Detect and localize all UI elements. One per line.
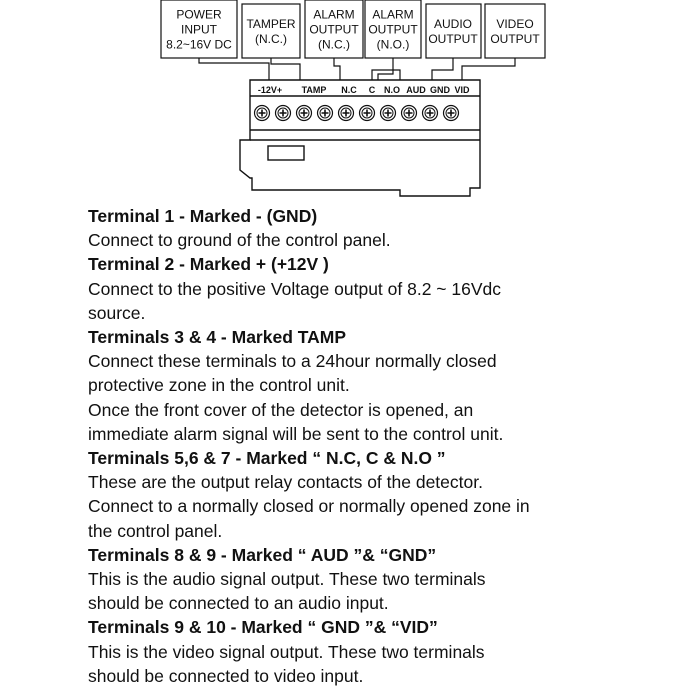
label-box-line: (N.O.) [376, 37, 410, 52]
screw-icon [444, 106, 459, 121]
body-text-line: Connect these terminals to a 24hour normally closed [88, 351, 497, 372]
terminal-labels [258, 85, 470, 95]
body-text-line: immediate alarm signal will be sent to the control unit. [88, 423, 504, 444]
label-box-line: OUTPUT [428, 32, 478, 46]
body-text-line: should be connected to video input. [88, 665, 364, 686]
screw-icon [402, 106, 417, 121]
body-text-line: the control panel. [88, 520, 223, 541]
label-box-line: OUTPUT [490, 32, 540, 46]
screw-icon [297, 106, 312, 121]
label-box-line: TAMPER [246, 17, 296, 31]
section-heading: Terminals 5,6 & 7 - Marked “ N.C, C & N.O ” [88, 448, 446, 469]
label-box-line: VIDEO [496, 17, 534, 31]
section-heading: Terminal 2 - Marked + (+12V ) [88, 254, 329, 275]
body-text-line: Once the front cover of the detector is opened, an [88, 399, 474, 420]
section-heading: Terminals 8 & 9 - Marked “ AUD ”& “GND” [88, 544, 437, 565]
wiring-diagram [0, 0, 700, 200]
terminal-block-slot [268, 146, 304, 160]
section-heading: Terminals 9 & 10 - Marked “ GND ”& “VID” [88, 617, 438, 638]
terminal-label: C [368, 85, 376, 95]
terminal-label: N.C [341, 85, 357, 95]
terminal-block-outline [240, 80, 480, 196]
screw-icon [339, 106, 354, 121]
label-box-line: ALARM [372, 7, 414, 22]
terminal-screws [255, 106, 459, 121]
body-text-line: protective zone in the control unit. [88, 375, 350, 396]
terminal-label: N.O [383, 85, 401, 95]
screw-icon [276, 106, 291, 121]
label-box-line: (N.C.) [318, 37, 350, 52]
label-box-text [166, 8, 540, 52]
audio-output-box [426, 4, 481, 58]
label-box-line: POWER [176, 7, 222, 22]
body-text-line: Connect to ground of the control panel. [88, 230, 391, 251]
tamper-box [242, 4, 300, 58]
screw-icon [318, 106, 333, 121]
screw-icon [360, 106, 375, 121]
terminal-label: GND [430, 85, 450, 95]
label-box-line: 8.2~16V DC [166, 37, 232, 52]
terminal-label: -12V+ [257, 85, 283, 95]
body-text-line: This is the audio signal output. These two terminals [88, 569, 486, 590]
screw-icon [381, 106, 396, 121]
body-text-line: Connect to the positive Voltage output of 8.2 ~ 16Vdc [88, 278, 502, 299]
body-text-line: This is the video signal output. These two terminals [88, 641, 485, 662]
label-box-line: OUTPUT [309, 22, 359, 37]
label-box-line: OUTPUT [368, 22, 418, 37]
terminal-block [240, 80, 480, 196]
label-box-line: AUDIO [433, 17, 473, 31]
leader-lines [199, 58, 515, 80]
section-heading: Terminals 3 & 4 - Marked TAMP [88, 327, 347, 348]
body-text-line: Connect to a normally closed or normally opened zone in [88, 496, 530, 517]
screw-icon [423, 106, 438, 121]
body-text-line: These are the output relay contacts of the detector. [88, 472, 483, 493]
video-output-box [485, 4, 545, 58]
label-box-line: (N.C.) [255, 32, 287, 46]
label-box-line: ALARM [313, 7, 355, 22]
body-text-line: should be connected to an audio input. [88, 593, 389, 614]
terminal-label: AUD [406, 85, 426, 95]
terminal-label: TAMP [301, 85, 327, 95]
body-text-line: source. [88, 302, 146, 323]
terminal-label: VID [454, 85, 470, 95]
terminal-descriptions [88, 204, 688, 688]
section-heading: Terminal 1 - Marked - (GND) [88, 206, 318, 226]
label-box-line: INPUT [181, 22, 217, 37]
screw-icon [255, 106, 270, 121]
